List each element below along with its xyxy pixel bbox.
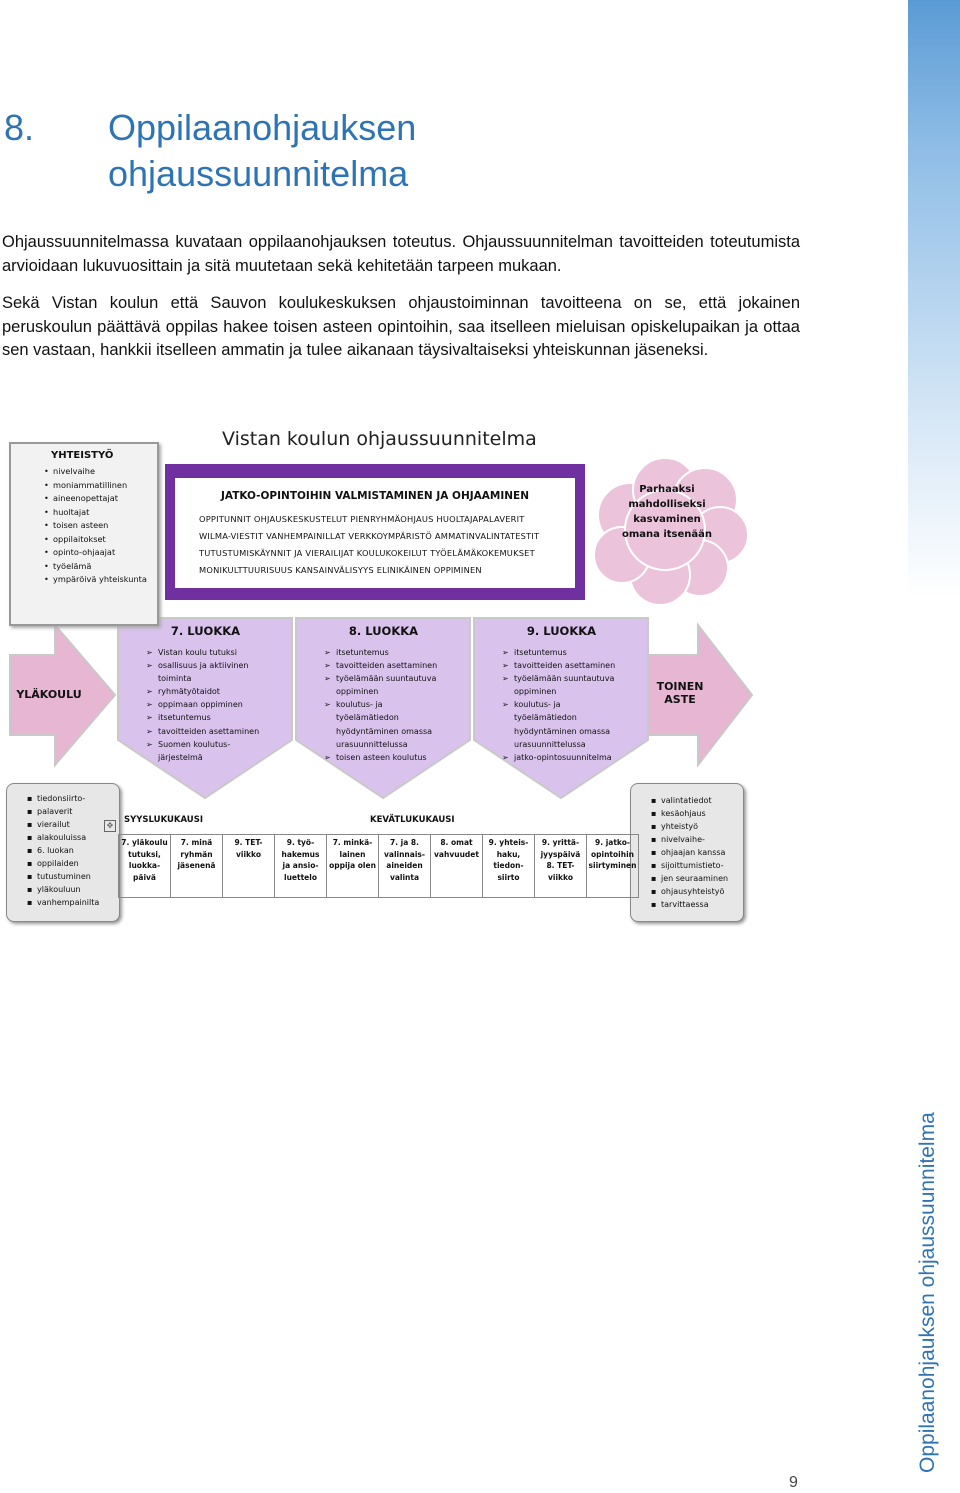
transition-in-item: ▪ tiedonsiirto- bbox=[37, 792, 119, 805]
timeline-cell bbox=[535, 835, 587, 898]
timeline-cell-line: luokka- bbox=[128, 861, 161, 870]
transition-in-item: ▪ yläkouluun bbox=[37, 883, 119, 896]
timeline-cell-line: 7. minkä- bbox=[332, 838, 373, 847]
timeline-cell bbox=[379, 835, 431, 898]
guidance-diagram bbox=[0, 420, 760, 930]
right-arrow-label-line: ASTE bbox=[664, 693, 696, 706]
timeline-cell-line: oppija olen bbox=[329, 861, 376, 870]
timeline-cell bbox=[587, 835, 639, 898]
timeline-cell-line: tutuksi, bbox=[128, 849, 161, 859]
timeline-cell-line: jyyspäivä bbox=[540, 849, 581, 859]
cooperation-item: • oppilaitokset bbox=[53, 533, 157, 547]
transition-in-item: ▪ alakouluissa bbox=[37, 831, 119, 844]
timeline-cell-line: 9. yhteis- bbox=[488, 838, 529, 847]
grade-item: ➢ ryhmätyötaidot bbox=[148, 685, 259, 698]
timeline-cell-line: siirto bbox=[497, 872, 520, 882]
timeline-cell-line: 7. ja 8. bbox=[390, 838, 419, 847]
timeline-cell-line: valinta bbox=[389, 872, 420, 882]
grade-item: ➢ tavoitteiden asettaminen bbox=[326, 659, 437, 672]
timeline-cell-line: 8. TET- bbox=[546, 861, 575, 870]
transition-out-item: ▪ valintatiedot bbox=[661, 794, 743, 807]
grade-item: työelämätiedon bbox=[336, 713, 399, 723]
timeline-cell bbox=[327, 835, 379, 898]
timeline-cell-line: siirtyminen bbox=[588, 861, 637, 870]
timeline-cell-line: valinnais- bbox=[384, 849, 425, 859]
cooperation-list bbox=[11, 465, 157, 587]
timeline-cell bbox=[431, 835, 483, 898]
move-handle-icon: ✥ bbox=[104, 820, 116, 832]
grade-item: urasuunnittelussa bbox=[514, 739, 586, 749]
paragraph-1: Ohjaussuunnitelmassa kuvataan oppilaanohjauksen toteutus. Ohjaussuunnitelman tavoitteiden toteutumista arvioidaan lukuvuosittain ja sitä muutetaan sekä kehitetään tarpeen mukaan. bbox=[2, 233, 800, 275]
timeline-cell-line: viikko bbox=[236, 849, 261, 859]
timeline-table bbox=[118, 834, 639, 898]
timeline-cell bbox=[171, 835, 223, 898]
cloud-line: Parhaaksi bbox=[639, 484, 695, 495]
grade-item: ➢ Suomen koulutus- bbox=[148, 738, 259, 751]
grade-item: hyödyntäminen omassa bbox=[336, 726, 433, 736]
left-arrow-label: YLÄKOULU bbox=[16, 688, 82, 701]
transition-in-item: ▪ tutustuminen bbox=[37, 870, 119, 883]
timeline-cell-line: ja ansio- bbox=[282, 861, 319, 870]
heading-number: 8. bbox=[4, 107, 35, 148]
transition-in-item: ▪ vierailut bbox=[37, 818, 119, 831]
grade-item: ➢ jatko-opintosuunnitelma bbox=[504, 751, 615, 764]
grade-item: urasuunnittelussa bbox=[336, 739, 408, 749]
grade-item: ➢ työelämään suuntautuva bbox=[326, 672, 437, 685]
cloud-line: mahdolliseksi bbox=[628, 499, 706, 510]
timeline-cell-line: luettelo bbox=[284, 872, 317, 882]
timeline-cell-line: 9. jatko- bbox=[595, 838, 630, 847]
cooperation-item: • huoltajat bbox=[53, 506, 157, 520]
timeline-cell-line: opintoihin bbox=[591, 849, 634, 859]
main-box-heading: JATKO-OPINTOIHIN VALMISTAMINEN JA OHJAAMINEN bbox=[220, 490, 530, 502]
timeline-cell-line: 9. TET- bbox=[234, 838, 263, 847]
grade-item: ➢ tavoitteiden asettaminen bbox=[148, 725, 259, 738]
cloud-line: kasvaminen bbox=[633, 514, 701, 525]
sidebar-title bbox=[916, 873, 950, 1473]
grade-9-box bbox=[474, 620, 649, 798]
cooperation-item: • toisen asteen bbox=[53, 519, 157, 533]
grade-item: ➢ itsetuntemus bbox=[504, 646, 615, 659]
right-arrow-label-line: TOINEN bbox=[656, 680, 704, 693]
spring-label: KEVÄTLUKUKAUSI bbox=[370, 815, 455, 825]
timeline-cell-line: vahvuudet bbox=[434, 849, 479, 859]
main-box-line: MONIKULTTUURISUUS KANSAINVÄLISYYS ELINIKÄINEN OPPIMINEN bbox=[199, 565, 482, 575]
grade-item: hyödyntäminen omassa bbox=[514, 726, 611, 736]
grade-item: oppiminen bbox=[336, 687, 379, 697]
diagram-title: Vistan koulun ohjaussuunnitelma bbox=[222, 428, 537, 450]
timeline-cell-line: ryhmän bbox=[180, 849, 213, 859]
transition-out-item: ▪ jen seuraaminen bbox=[661, 872, 743, 885]
main-box-line: OPPITUNNIT OHJAUSKESKUSTELUT PIENRYHMÄOHJAUS HUOLTAJAPALAVERIT bbox=[199, 514, 525, 524]
transition-out-item: ▪ ohjaajan kanssa bbox=[661, 846, 743, 859]
grade-item: ➢ koulutus- ja bbox=[504, 698, 615, 711]
grade-list bbox=[326, 646, 437, 764]
grade-item: ➢ oppimaan oppiminen bbox=[148, 698, 259, 711]
grade-item: toiminta bbox=[158, 674, 192, 684]
autumn-label: SYYSLUKUKAUSI bbox=[124, 815, 203, 825]
transition-in-item: ▪ vanhempainilta bbox=[37, 896, 119, 909]
cloud-text bbox=[612, 482, 722, 542]
page-number: 9 bbox=[789, 1474, 798, 1491]
timeline-cell-line: päivä bbox=[133, 872, 156, 882]
timeline-cell bbox=[223, 835, 275, 898]
main-box-line: TUTUSTUMISKÄYNNIT JA VIERAILIJAT KOULUKOKEILUT TYÖELÄMÄKOKEMUKSET bbox=[199, 548, 535, 558]
grade-item: työelämätiedon bbox=[514, 713, 577, 723]
timeline-cell-line: 8. omat bbox=[440, 838, 473, 847]
transition-out-box bbox=[630, 783, 744, 922]
timeline-cell-line: 9. yrittä- bbox=[541, 838, 580, 847]
timeline-cell-line: lainen bbox=[339, 849, 366, 859]
grade-item: ➢ Vistan koulu tutuksi bbox=[148, 646, 259, 659]
grade-item: oppiminen bbox=[514, 687, 557, 697]
transition-in-item: ▪ 6. luokan bbox=[37, 844, 119, 857]
cooperation-item: • työelämä bbox=[53, 560, 157, 574]
grade-item: ➢ itsetuntemus bbox=[326, 646, 437, 659]
grade-item: ➢ työelämään suuntautuva bbox=[504, 672, 615, 685]
grade-item: ➢ tavoitteiden asettaminen bbox=[504, 659, 615, 672]
sidebar-title-text: Oppilaanohjauksen ohjaussuunnitelma bbox=[916, 1112, 939, 1473]
timeline-cell-line: hakemus bbox=[281, 849, 320, 859]
right-arrow-label bbox=[645, 680, 715, 706]
main-box bbox=[165, 464, 585, 600]
timeline-cell-line: 7. minä bbox=[180, 838, 213, 847]
grade-8-box bbox=[296, 620, 471, 798]
grade-title: 9. LUOKKA bbox=[526, 624, 597, 638]
cooperation-item: • moniammatillinen bbox=[53, 479, 157, 493]
grade-item: ➢ toisen asteen koulutus bbox=[326, 751, 437, 764]
grade-list bbox=[504, 646, 615, 764]
timeline-row bbox=[119, 835, 639, 898]
timeline-cell-line: tiedon- bbox=[493, 861, 524, 870]
transition-out-list bbox=[631, 794, 743, 911]
transition-in-item: ▪ palaverit bbox=[37, 805, 119, 818]
grade-title: 8. LUOKKA bbox=[348, 624, 419, 638]
timeline-cell-line: aineiden bbox=[386, 861, 423, 870]
cooperation-item: • nivelvaihe bbox=[53, 465, 157, 479]
cooperation-item: • ympäröivä yhteiskunta bbox=[53, 573, 157, 587]
transition-in-box bbox=[6, 783, 120, 922]
timeline-cell-line: 9. työ- bbox=[286, 838, 315, 847]
timeline-cell-line: haku, bbox=[496, 849, 521, 859]
timeline-cell-line: 7. yläkoulu bbox=[121, 838, 168, 847]
timeline-cell-line: viikko bbox=[548, 872, 573, 882]
cloud-line: omana itsenään bbox=[621, 529, 713, 540]
grade-title: 7. LUOKKA bbox=[170, 624, 241, 638]
grade-7-box bbox=[118, 620, 293, 798]
cooperation-item: • opinto-ohjaajat bbox=[53, 546, 157, 560]
timeline-cell bbox=[119, 835, 171, 898]
grade-list bbox=[148, 646, 259, 764]
grade-item: ➢ koulutus- ja bbox=[326, 698, 437, 711]
transition-out-item: ▪ yhteistyö bbox=[661, 820, 743, 833]
cooperation-title: YHTEISTYÖ bbox=[51, 450, 114, 461]
timeline-cell-line: jäsenenä bbox=[177, 861, 216, 870]
grade-item: ➢ itsetuntemus bbox=[148, 711, 259, 724]
timeline-cell bbox=[275, 835, 327, 898]
transition-out-item: ▪ tarvittaessa bbox=[661, 898, 743, 911]
transition-out-item: ▪ ohjausyhteistyö bbox=[661, 885, 743, 898]
timeline-cell bbox=[483, 835, 535, 898]
transition-out-item: ▪ nivelvaihe- bbox=[661, 833, 743, 846]
grade-item: ➢ osallisuus ja aktiivinen bbox=[148, 659, 259, 672]
cooperation-item: • aineenopettajat bbox=[53, 492, 157, 506]
heading-title: Oppilaanohjauksen ohjaussuunnitelma bbox=[108, 107, 417, 194]
main-box-line: WILMA-VIESTIT VANHEMPAINILLAT VERKKOYMPÄRISTÖ AMMATINVALINTATESTIT bbox=[199, 531, 540, 541]
transition-in-list bbox=[7, 792, 119, 909]
grade-item: järjestelmä bbox=[158, 752, 203, 762]
transition-out-item: ▪ kesäohjaus bbox=[661, 807, 743, 820]
transition-in-item: ▪ oppilaiden bbox=[37, 857, 119, 870]
paragraph-2: Sekä Vistan koulun että Sauvon koulukeskuksen ohjaustoiminnan tavoitteena on se, että jokainen peruskoulun päättävä oppilas hakee toisen asteen opintoihin, saa itselleen mieluisan opiskelupaikan ja ottaa sen vastaan, hankkii itselleen ammatin ja tulee aikanaan täysivaltaiseksi yhteiskunnan jäseneksi. bbox=[2, 294, 800, 359]
cooperation-box bbox=[9, 442, 159, 626]
transition-out-item: ▪ sijoittumistieto- bbox=[661, 859, 743, 872]
